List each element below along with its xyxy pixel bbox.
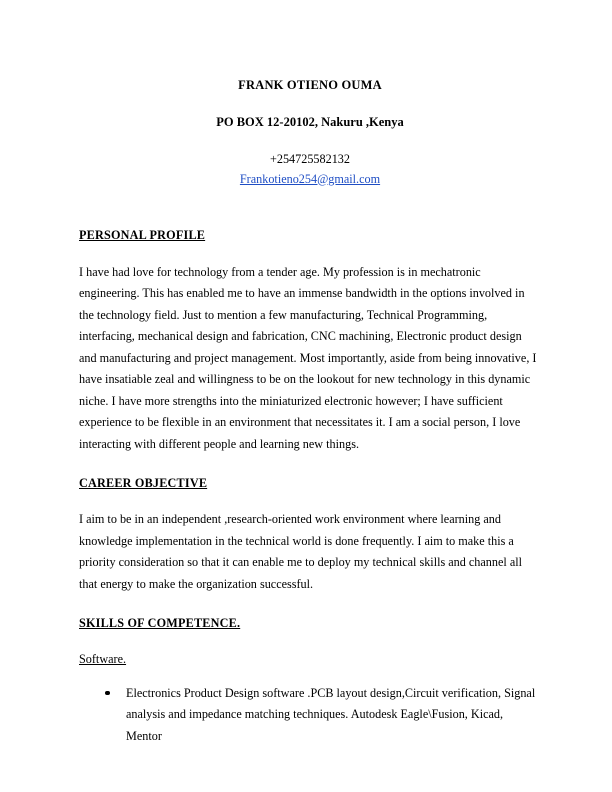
spacer [79,186,541,228]
section-heading-skills-of-competence: SKILLS OF COMPETENCE. [79,616,241,631]
spacer [79,595,541,616]
candidate-address: PO BOX 12-20102, Nakuru ,Kenya [216,115,404,129]
spacer [79,455,541,476]
personal-profile-paragraph: I have had love for technology from a tender age. My profession is in mechatronic engineering. This has enabled me to have an immense bandwidth in the options involved in the technology field. Just to mention a few manufacturing, Technical Programming, interfacing, mechanical design and fabrication, CNC machining, Electronic product design and manufacturing and project management. Most importantly, aside from being innovative, I have insatiable zeal and willingness to be on the lookout for new technology in this dynamic niche. I have more strengths into the miniaturized electronic however; I have sufficient experience to be flexible in an environment that necessitates it. I am a social person, I love interacting with different people and learning new things. [79,264,537,451]
list-item-text: Electronics Product Design software .PCB layout design,Circuit verification, Signal analysis and impedance matching techniques. Autodesk Eagle\Fusion, Kicad, Mentor [126,685,536,743]
candidate-name: FRANK OTIENO OUMA [238,78,382,92]
spacer [79,244,541,262]
list-item [79,683,541,748]
spacer [79,491,541,509]
section-heading-personal-profile: PERSONAL PROFILE [79,228,206,243]
spacer [79,632,541,652]
resume-header [79,78,541,186]
document-content [79,78,541,747]
candidate-phone: +254725582132 [270,152,350,166]
spacer [79,667,541,683]
career-objective-paragraph: I aim to be in an independent ,research-oriented work environment where learning and knowledge implementation in the technical world is done frequently. I aim to make this a priority consideration so that it can enable me to deploy my technical skills and channel all that energy to make the organization successful. [79,512,523,591]
subheading-software: Software. [79,651,127,666]
software-skills-list [79,683,541,748]
email-link[interactable]: Frankotieno254@gmail.com [239,171,381,186]
candidate-email-line [79,172,541,187]
section-heading-career-objective: CAREER OBJECTIVE [79,476,208,491]
bullet-icon [105,691,110,696]
